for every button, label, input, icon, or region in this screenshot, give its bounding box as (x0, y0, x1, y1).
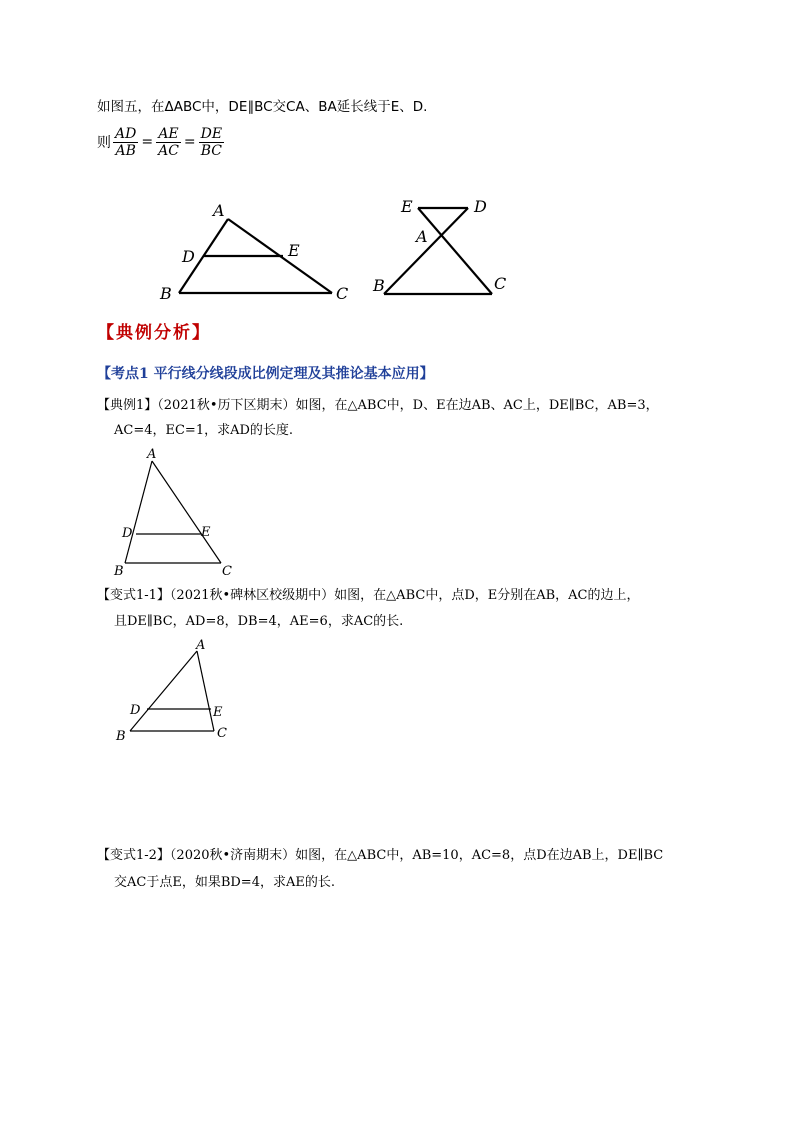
figure-variant1-triangle (110, 637, 240, 749)
figure-triangle-de-parallel (155, 195, 355, 305)
fraction-ad-ab (113, 126, 138, 159)
label-d: D (130, 703, 141, 718)
fraction-numerator: AE (156, 126, 181, 143)
side-ac (197, 651, 214, 731)
label-d: D (474, 197, 487, 216)
label-b: B (116, 729, 126, 744)
label-b: B (114, 564, 124, 579)
label-a: A (213, 201, 225, 220)
variant2-line2: 交AC于点E，如果BD=4，求AE的长. (114, 875, 335, 890)
fraction-ae-ac (156, 126, 181, 159)
label-c: C (494, 274, 507, 293)
figure-example1-triangle (110, 447, 240, 582)
label-e: E (201, 525, 211, 540)
label-d: D (182, 247, 195, 266)
label-e: E (213, 705, 223, 720)
intro-statement: 如图五，在ΔABC中，DE∥BC交CA、BA延长线于E、D. (97, 99, 428, 115)
side-ab (125, 461, 152, 563)
label-c: C (217, 726, 227, 741)
label-d: D (122, 526, 133, 541)
label-e: E (288, 241, 300, 260)
then-label: 则 (97, 135, 111, 151)
label-b: B (160, 284, 172, 303)
topic-heading: 【考点1 平行线分线段成比例定理及其推论基本应用】 (97, 366, 434, 382)
label-b: B (373, 276, 385, 295)
fraction-denominator: AC (158, 142, 179, 159)
variant1-line1: 【变式1-1】（2021秋•碑林区校级期中）如图，在△ABC中，点D，E分别在AB，AC的边上， (97, 588, 640, 603)
label-a: A (147, 447, 157, 462)
fraction-de-bc (199, 126, 224, 159)
example1-line2: AC=4，EC=1，求AD的长度. (114, 423, 294, 438)
section-heading: 【典例分析】 (97, 323, 211, 343)
label-e: E (401, 197, 413, 216)
variant1-line2: 且DE∥BC，AD=8，DB=4，AE=6，求AC的长. (114, 614, 404, 629)
label-c: C (222, 564, 232, 579)
figure-hourglass-triangles (370, 193, 520, 303)
equals-sign: = (141, 134, 154, 150)
fraction-denominator: AB (115, 142, 136, 159)
ratio-formula (97, 122, 224, 162)
label-a: A (416, 227, 428, 246)
fraction-numerator: AD (115, 125, 137, 142)
variant2-line1: 【变式1-2】（2020秋•济南期末）如图，在△ABC中，AB=10，AC=8，点D在边AB上，DE∥BC (97, 848, 664, 863)
side-ab (130, 651, 197, 731)
equals-sign: = (183, 134, 196, 150)
fraction-denominator: BC (200, 142, 222, 159)
label-c: C (336, 284, 349, 303)
fraction-numerator: DE (200, 125, 223, 142)
side-ac (152, 461, 221, 563)
label-a: A (196, 638, 206, 653)
example1-line1: 【典例1】（2021秋•历下区期末）如图，在△ABC中，D、E在边AB、AC上，DE∥BC，AB=3， (97, 398, 659, 413)
